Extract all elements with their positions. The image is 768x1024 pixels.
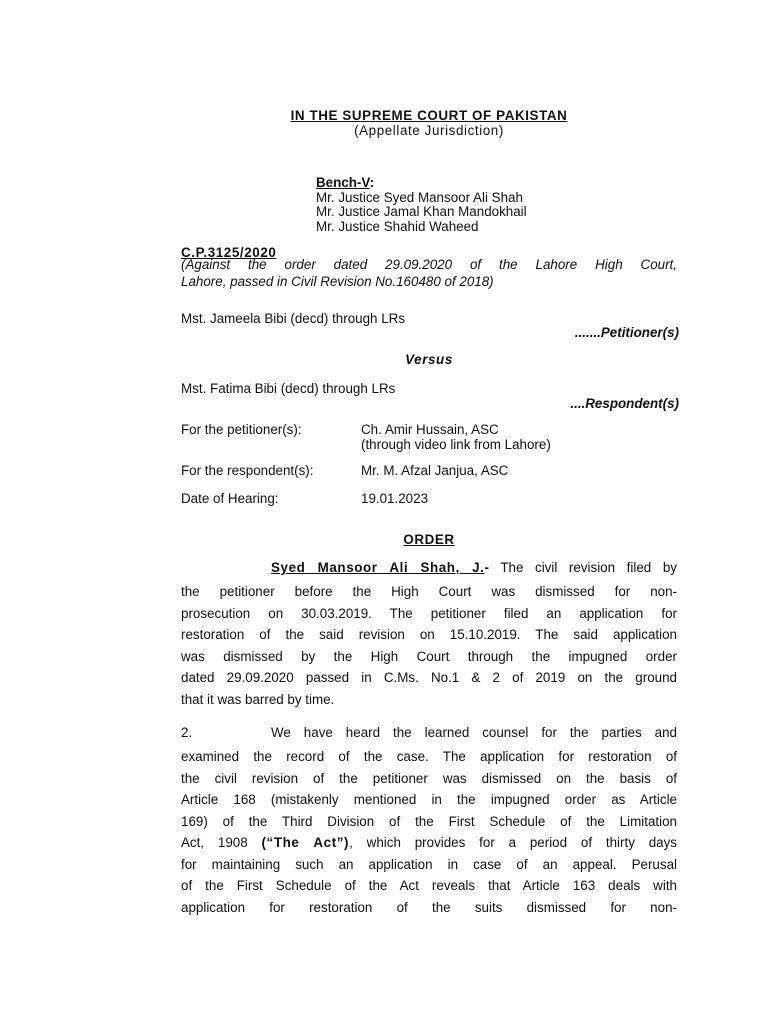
case-number: C.P.3125/2020 xyxy=(181,245,277,260)
petitioner-counsel-note: (through video link from Lahore) xyxy=(361,437,551,452)
paragraph-1-opening: The civil revision filed by xyxy=(488,560,677,575)
case-against-line2: Lahore, passed in Civil Revision No.160480 of 2018) xyxy=(181,274,494,289)
court-title: IN THE SUPREME COURT OF PAKISTAN xyxy=(290,108,568,123)
jurisdiction: (Appellate Jurisdiction) xyxy=(354,123,504,138)
judge-2: Mr. Justice Jamal Khan Mandokhail xyxy=(316,204,527,219)
paragraph-1-line: the petitioner before the High Court was dismissed for non- xyxy=(181,584,677,599)
paragraph-2-line: Article 168 (mistakenly mentioned in the impugned order as Article xyxy=(181,792,677,807)
petitioner-name: Mst. Jameela Bibi (decd) through LRs xyxy=(181,311,406,326)
act-short-title: (“The Act”) xyxy=(261,835,350,850)
paragraph-2-line: the civil revision of the petitioner was dismissed on the basis of xyxy=(181,771,677,786)
petitioner-role: .......Petitioner(s) xyxy=(574,325,679,340)
bench-colon: : xyxy=(369,175,375,190)
petitioner-counsel-label: For the petitioner(s): xyxy=(181,422,302,437)
paragraph-2-line: for maintaining such an application in case of an appeal. Perusal xyxy=(181,857,677,872)
judge-3: Mr. Justice Shahid Waheed xyxy=(316,219,479,234)
paragraph-2-line: 169) of the Third Division of the First Schedule of the Limitation xyxy=(181,814,677,829)
paragraph-2-line: examined the record of the case. The application for restoration of xyxy=(181,749,677,764)
hearing-date-label: Date of Hearing: xyxy=(181,491,279,506)
paragraph-1-line: prosecution on 30.03.2019. The petitioner filed an application for xyxy=(181,606,677,621)
judge-1: Mr. Justice Syed Mansoor Ali Shah xyxy=(316,190,523,205)
respondent-counsel-label: For the respondent(s): xyxy=(181,463,314,478)
order-author: Syed Mansoor Ali Shah, J. xyxy=(271,560,485,575)
paragraph-2-number: 2. xyxy=(181,725,193,740)
bench-title: Bench-V xyxy=(316,175,370,190)
paragraph-1-line: was dismissed by the High Court through the impugned order xyxy=(181,649,677,664)
act-line-post: , which provides for a period of thirty days xyxy=(349,835,677,850)
respondent-counsel: Mr. M. Afzal Janjua, ASC xyxy=(361,463,509,478)
paragraph-1-line: that it was barred by time. xyxy=(181,692,335,707)
respondent-name: Mst. Fatima Bibi (decd) through LRs xyxy=(181,381,396,396)
paragraph-2-line: application for restoration of the suits dismissed for non- xyxy=(181,900,677,915)
paragraph-1-line: dated 29.09.2020 passed in C.Ms. No.1 & 2 of 2019 on the ground xyxy=(181,670,677,685)
order-author-dash: - xyxy=(484,560,489,575)
petitioner-counsel: Ch. Amir Hussain, ASC xyxy=(361,422,499,437)
respondent-role: ....Respondent(s) xyxy=(570,396,679,411)
paragraph-2-first-line: We have heard the learned counsel for the parties and xyxy=(271,725,677,740)
versus: Versus xyxy=(405,352,453,367)
case-against-line1: (Against the order dated 29.09.2020 of the Lahore High Court, xyxy=(181,257,677,272)
hearing-date: 19.01.2023 xyxy=(361,491,429,506)
paragraph-1-line: restoration of the said revision on 15.10.2019. The said application xyxy=(181,627,677,642)
order-heading: ORDER xyxy=(403,532,455,547)
bench-heading xyxy=(316,175,374,190)
paragraph-1-first-line xyxy=(271,560,677,575)
act-line-pre: Act, 1908 xyxy=(181,835,262,850)
paragraph-2-act-line xyxy=(181,832,677,854)
paragraph-2-line: of the First Schedule of the Act reveals that Article 163 deals with xyxy=(181,878,677,893)
